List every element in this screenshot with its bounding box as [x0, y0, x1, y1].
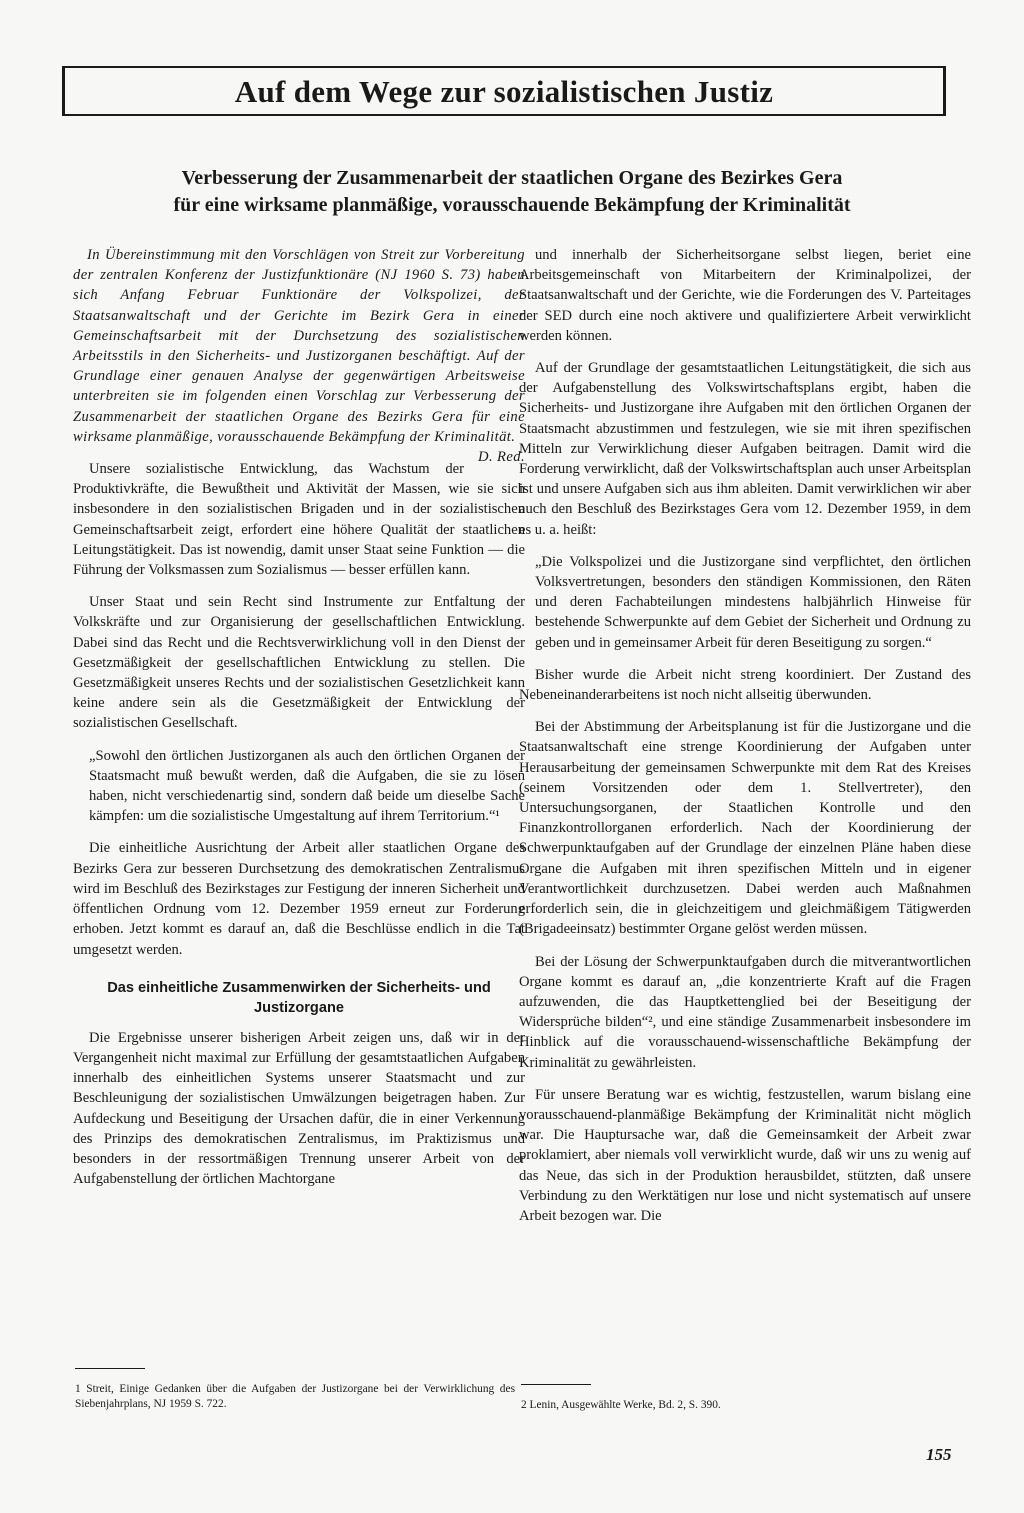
paragraph: Auf der Grundlage der gesamtstaatlichen Leitungstätigkeit, die sich aus der Aufgabenstellung des Volkswirtschaftsplans ergibt, haben die Sicherheits- und Justizorgane ihre Aufgaben mit den örtlichen Organen der Staatsmacht abzustimmen und festzulegen, wie sie mit ihren spezifischen Mitteln zur Verwirklichung dieser Aufgaben beitragen. Damit wird die Forderung verwirklicht, daß der Volkswirtschaftsplan auch unser Arbeitsplan ist und unsere Aufgaben sich aus ihm ableiten. Damit verwirklichen wir aber auch den Beschluß des Bezirkstages Gera vom 12. Dezember 1959, in dem es u. a. heißt: [519, 360, 971, 538]
footnote-1: 1 Streit, Einige Gedanken über die Aufgaben der Justizorgane bei der Verwirklichung des Siebenjahrplans, NJ 1959 S. 722. [75, 1383, 515, 1410]
editorial-intro [73, 245, 525, 466]
section-title: Auf dem Wege zur sozialistischen Justiz [234, 74, 774, 109]
editorial-intro-text: In Übereinstimmung mit den Vorschlägen von Streit zur Vorbereitung der zentralen Konferenz der Justizfunktionäre (NJ 1960 S. 73) haben sich Anfang Februar Funktionäre der Volkspolizei, der Staatsanwaltschaft und der Gerichte im Bezirk Gera in einer Gemeinschaftsarbeit mit der Durchsetzung des sozialistischen Arbeitsstils in den Sicherheits- und Justizorganen beschäftigt. Auf der Grundlage einer genauen Analyse der gegenwärtigen Arbeitsweise unterbreiten sie im folgenden einen Vorschlag zur Verbesserung der Zusammenarbeit der staatlichen Organe des Bezirks Gera für eine wirksame planmäßige, vorausschauende Bekämpfung der Kriminalität. [73, 247, 525, 445]
left-column [73, 245, 525, 1201]
block-quote: „Sowohl den örtlichen Justizorganen als auch den örtlichen Organen der Staatsmacht muß bewußt werden, daß die Aufgaben, die sie zu lösen haben, nicht verschiedenartig sind, sondern daß beide um dieselbe Sache kämpfen: um die sozialistische Umgestaltung auf ihrem Territorium.“¹ [89, 747, 525, 825]
section-heading: Das einheitliche Zusammenwirken der Sicherheits- und Justizorgane [107, 979, 491, 1016]
paragraph: Bisher wurde die Arbeit nicht streng koordiniert. Der Zustand des Nebeneinanderarbeitens ist noch nicht allseitig überwunden. [519, 666, 971, 704]
subtitle-line-2: für eine wirksame planmäßige, vorausschauende Bekämpfung der Kriminalität [173, 194, 851, 216]
footnote-rule [521, 1384, 591, 1385]
paragraph: Für unsere Beratung war es wichtig, festzustellen, warum bislang eine vorausschauend-planmäßige Bekämpfung der Kriminalität nicht möglich war. Die Hauptursache war, daß die Gemeinsamkeit der Arbeit zwar proklamiert, aber niemals voll verwirklicht wurde, daß wir uns zu wenig auf das Neue, das sich in der Produktion herausbildet, stützten, daß unsere Verbindung zu den Werktätigen nur lose und nicht systematisch auf unsere Arbeit bezogen war. Die [519, 1086, 971, 1224]
paragraph: Bei der Abstimmung der Arbeitsplanung ist für die Justizorgane und die Staatsanwaltschaft eine strenge Koordinierung der Aufgaben unter Herausarbeitung der gemeinsamen Schwerpunkte mit dem Rat des Kreises (seinem Vorsitzenden oder dem 1. Stellvertreter), den Untersuchungsorganen, der Staatlichen Kontrolle und den Finanzkontrollorganen erforderlich. Nach der Koordinierung der Schwerpunktaufgaben auf der Grundlage der einzelnen Pläne haben diese Organe die Aufgaben mit ihren spezifischen Mitteln und in eigener Verantwortlichkeit durchzusetzen. Dabei werden auch Maßnahmen erforderlich sein, die in gleichzeitigem und gleichmäßigem Tätigwerden (Brigadeeinsatz) bestimmter Organe gelöst werden müssen. [519, 719, 971, 938]
article-subtitle [70, 165, 954, 219]
block-quote: „Die Volkspolizei und die Justizorgane sind verpflichtet, den örtlichen Volksvertretungen, besonders den ständigen Kommissionen, den Räten und deren Fachabteilungen mindestens halbjährlich Hinweise für bestehende Schwerpunkte auf dem Gebiet der Sicherheit und Ordnung zu geben und in gemeinsamer Arbeit für deren Beseitigung zu sorgen.“ [535, 553, 971, 651]
right-column [519, 245, 971, 1238]
paragraph: Unsere sozialistische Entwicklung, das Wachstum der Produktivkräfte, die Bewußtheit und Aktivität der Massen, wie sie sich insbesondere in den sozialistischen Brigaden und in der sozialistischen Gemeinschaftsarbeit zeigt, erfordert eine höhere Qualität der staatlichen Leitungstätigkeit. Das ist nowendig, damit unser Staat seine Funktion — die Führung der Volksmassen zum Sozialismus — besser erfüllen kann. [73, 461, 525, 579]
paragraph: Die Ergebnisse unserer bisherigen Arbeit zeigen uns, daß wir in der Vergangenheit nicht maximal zur Erfüllung der gesamtstaatlichen Aufgaben innerhalb des einheitlichen Systems unserer Staatsmacht und zur Beschleunigung der sozialistischen Umwälzungen beigetragen haben. Zur Aufdeckung und Beseitigung der Ursachen dafür, die in einer Verkennung des Prinzips des demokratischen Zentralismus, im Praktizismus und besonders in der ressortmäßigen Trennung unserer Arbeit von der Aufgabenstellung der örtlichen Machtorgane [73, 1029, 525, 1188]
paragraph: Bei der Lösung der Schwerpunktaufgaben durch die mitverantwortlichen Organe kommt es darauf an, „die konzentrierte Kraft auf die Fragen aufzuwenden, die das Hauptkettenglied bei der Beseitigung der Widersprüche bilden“², und eine ständige Zusammenarbeit insbesondere im Hinblick auf die vorausschauend-wissenschaftliche Bekämpfung der Kriminalität zu gewährleisten. [519, 953, 971, 1071]
paragraph: und innerhalb der Sicherheitsorgane selbst liegen, beriet eine Arbeitsgemeinschaft von Mitarbeitern der Kriminalpolizei, der Staatsanwaltschaft und der Gerichte, wie die Forderungen des V. Parteitages der SED durch eine noch aktivere und qualifiziertere Arbeit verwirklicht werden können. [519, 247, 971, 344]
subtitle-line-1: Verbesserung der Zusammenarbeit der staatlichen Organe des Bezirkes Gera [181, 167, 843, 189]
editorial-signature: D. Red. [478, 449, 525, 466]
section-title-box [62, 66, 946, 116]
footnote-rule [75, 1368, 145, 1369]
paragraph: Unser Staat und sein Recht sind Instrumente zur Entfaltung der Volkskräfte und zur Organisierung der gesellschaftlichen Entwicklung. Dabei sind das Recht und die Rechtsverwirklichung voll in den Dienst der Gesetzmäßigkeit der gesellschaftlichen Entwicklung zu stellen. Die Gesetzmäßigkeit unseres Rechts und der sozialistischen Gesetzlichkeit kann keine andere sein als die Gesetzmäßigkeit der Entwicklung der sozialistischen Gesellschaft. [73, 594, 525, 732]
footnote-2: 2 Lenin, Ausgewählte Werke, Bd. 2, S. 390. [521, 1399, 721, 1411]
paragraph: Die einheitliche Ausrichtung der Arbeit aller staatlichen Organe des Bezirks Gera zur besseren Durchsetzung des demokratischen Zentralismus wird im Beschluß des Bezirkstages zur Festigung der inneren Sicherheit und öffentlichen Ordnung vom 12. Dezember 1959 erneut zur Forderung erhoben. Jetzt kommt es darauf an, daß die Beschlüsse endlich in die Tat umgesetzt werden. [73, 840, 525, 958]
page-number: 155 [926, 1445, 952, 1464]
